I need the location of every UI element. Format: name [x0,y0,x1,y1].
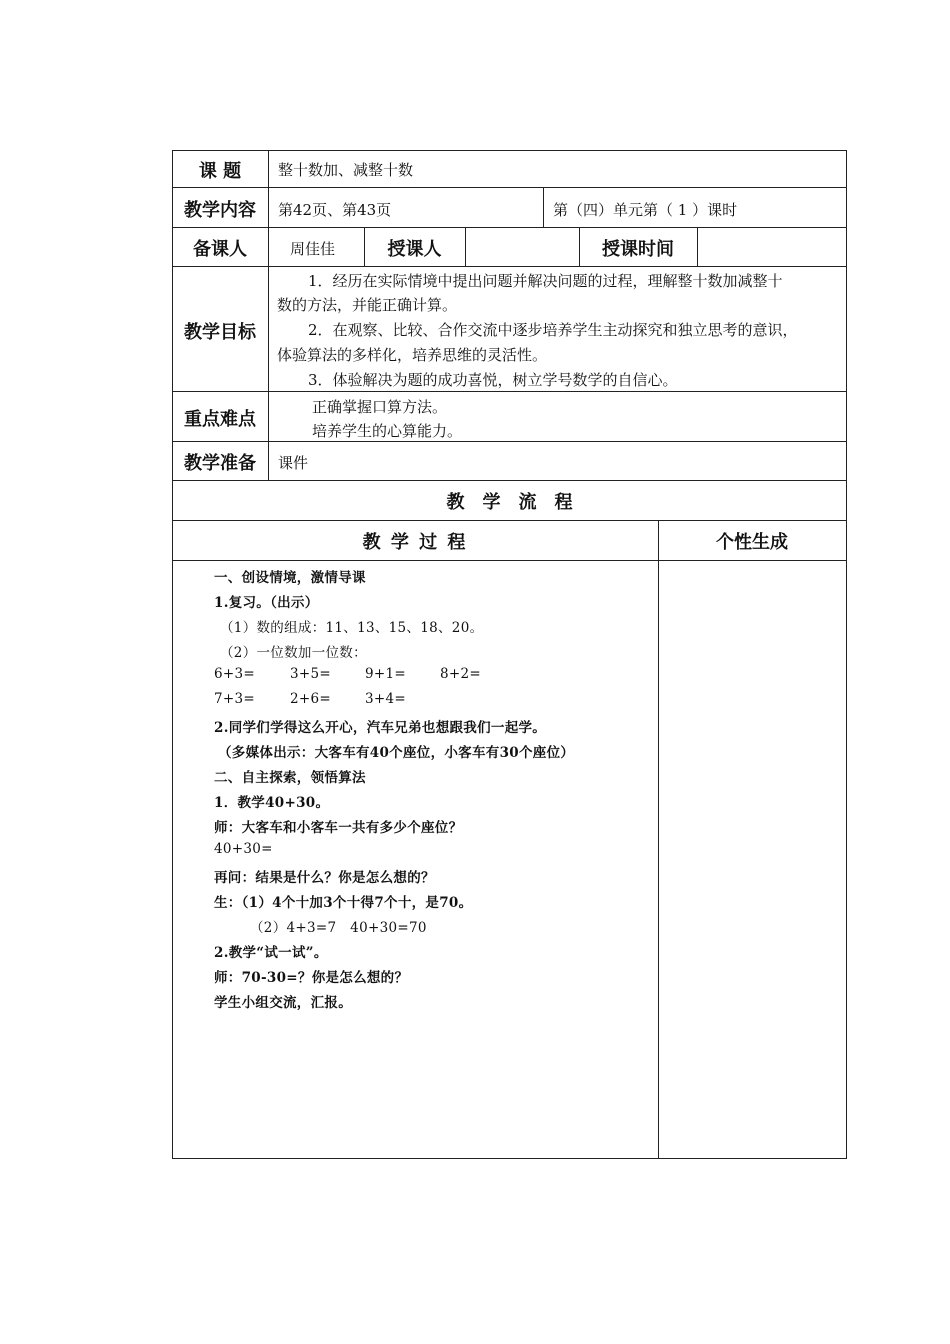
process-line: 师：70-30=？你是怎么想的？ [214,970,409,986]
section-title: 一、创设情境，激情导课 [214,570,366,586]
process-line: 2.同学们学得这么开心，汽车兄弟也想跟我们一起学。 [214,720,547,736]
cell-divider [543,187,544,227]
process-line: 1．教学40+30。 [214,795,330,811]
process-line: （多媒体出示：大客车有40个座位，小客车有30个座位） [218,745,575,761]
row-divider [172,227,847,228]
goal-line: 数的方法，并能正确计算。 [277,296,458,314]
goals-label: 教学目标 [184,322,256,343]
key-point-line: 正确掌握口算方法。 [312,398,448,416]
equation: 6+3= [214,666,256,682]
process-line: （2）4+3=7 40+30=70 [250,920,427,936]
process-line: 1.复习。（出示） [214,595,319,611]
process-line: 师：大客车和小客车一共有多少个座位？ [214,820,463,836]
equation: 2+6= [290,691,332,707]
goal-line: 1．经历在实际情境中提出问题并解决问题的过程，理解整十数加减整十 [308,272,783,290]
content-pages: 第42页、第43页 [278,201,392,219]
topic-label: 课 题 [198,161,242,182]
flow-title: 教 学 流 程 [446,492,573,513]
content-label: 教学内容 [184,200,256,221]
preparer-value: 周佳佳 [290,240,336,258]
preparation-label: 教学准备 [184,453,256,474]
row-divider [172,560,847,561]
equation: 7+3= [214,691,256,707]
row-divider [172,187,847,188]
row-divider [172,480,847,481]
preparation-value: 课件 [278,454,309,472]
content-unit: 第（四）单元第（ 1 ）课时 [553,201,738,219]
table-border-top [172,150,847,151]
goal-line: 3．体验解决为题的成功喜悦，树立学号数学的自信心。 [308,371,678,389]
teacher-label: 授课人 [387,239,442,260]
process-line: （2）一位数加一位数： [220,645,367,661]
label-column-divider [268,150,269,481]
process-header: 教 学 过 程 [362,532,468,553]
process-line: （1）数的组成：11、13、15、18、20。 [220,620,484,636]
equation: 3+5= [290,666,332,682]
process-line: 再问：结果是什么？你是怎么想的？ [214,870,435,886]
process-column-divider [658,520,659,1159]
row-divider [172,441,847,442]
goal-line: 2．在观察、比较、合作交流中逐步培养学生主动探究和独立思考的意识， [308,321,798,339]
process-line: 生：（1）4个十加3个十得7个十，是70。 [214,895,473,911]
preparer-label: 备课人 [193,239,247,260]
section-title: 二、自主探索，领悟算法 [214,770,366,786]
topic-value: 整十数加、减整十数 [278,161,414,179]
cell-divider [465,227,466,266]
equation: 3+4= [365,691,407,707]
table-border-left [172,150,173,1159]
goal-line: 体验算法的多样化，培养思维的灵活性。 [277,346,548,364]
row-divider [172,391,847,392]
row-divider [172,266,847,267]
time-label: 授课时间 [602,239,674,260]
equation: 8+2= [440,666,482,682]
key-points-label: 重点难点 [184,409,256,430]
table-border-right [846,150,847,1159]
row-divider [172,520,847,521]
equation: 40+30= [214,841,273,857]
equation: 9+1= [365,666,407,682]
personal-header: 个性生成 [716,532,788,553]
table-border-bottom [172,1158,847,1159]
key-point-line: 培养学生的心算能力。 [312,422,463,440]
process-line: 学生小组交流，汇报。 [214,995,352,1011]
process-line: 2.教学“试一试”。 [214,945,328,961]
cell-divider [697,227,698,266]
